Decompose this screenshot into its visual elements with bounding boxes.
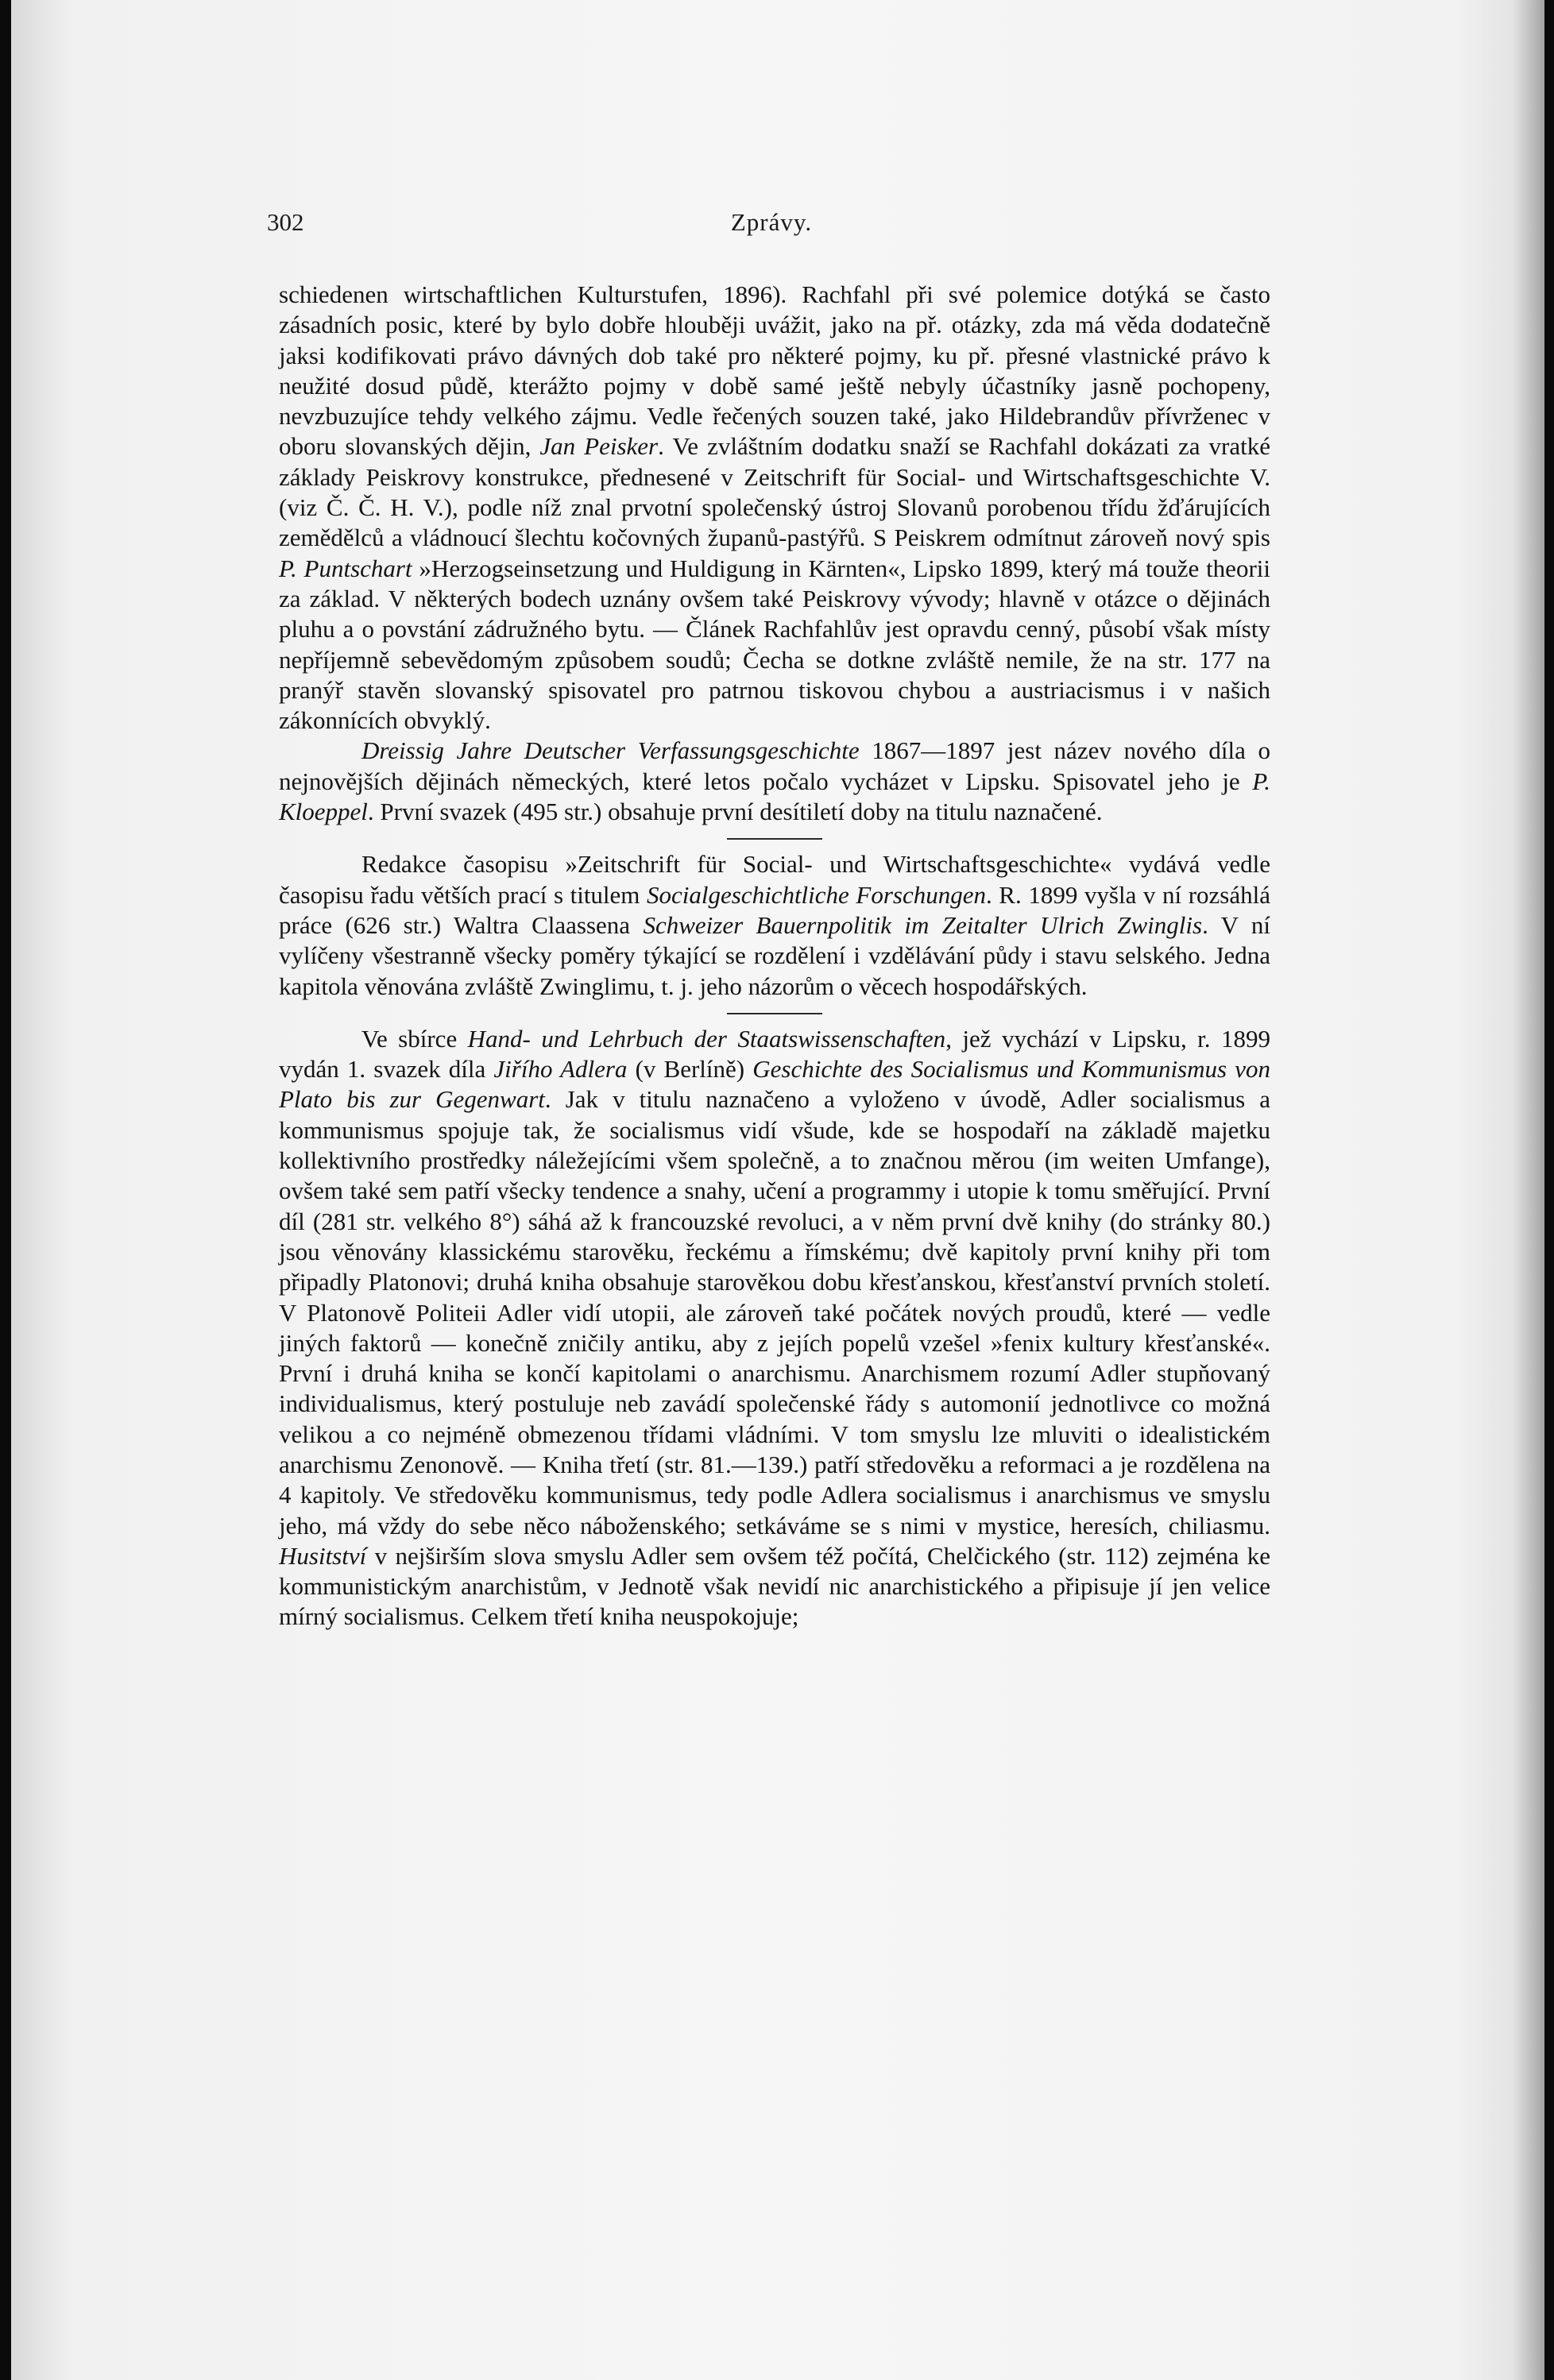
italic-title-text: Socialgeschichtliche Forschungen: [647, 880, 986, 909]
paragraph-redakce: [279, 849, 1270, 1001]
section-divider: [727, 1013, 822, 1014]
italic-title-text: P. Puntschart: [279, 554, 412, 582]
italic-title-text: Schweizer Bauernpolitik im Zeitalter Ulrich Zwinglis: [643, 910, 1203, 939]
text-run: . Jak v titulu naznačeno a vyloženo v úvodě, Adler socialismus a kommunismus spojuje tak, že socialismus vidí všude, kde se hospodaří na základě majetku kollektivního prostředky náležejícími všem společně, a to značnou měrou (im weiten Umfange), ovšem také sem patří všecky tendence a snahy, učení a programmy i utopie k tomu směřující. První díl (281 str. velkého 8°) sáhá až k francouzské revoluci, a v něm první dvě knihy (do stránky 80.) jsou věnovány klassickému starověku, řeckému a římskému; dvě kapitoly první knihy při tom připadly Platonovi; druhá kniha obsahuje starověkou dobu křesťanskou, křesťanství prvních století. V Platonově Politeii Adler vidí utopii, ale zároveň také počátek nových proudů, které — vedle jiných faktorů — konečně zničily antiku, aby z jejích popelů vzešel »fenix kultury křesťanské«. První i druhá kniha se končí kapitolami o anarchismu. Anarchismem rozumí Adler stupňovaný individualismus, který postuluje neb zavádí společenské řády s automonií jednotlivce co možná velikou a co nejméně obmezenou třídami vládními. V tom smyslu lze mluviti o idealistickém anarchismu Zenonově. — Kniha třetí (str. 81.—139.) patří středověku a reformaci a je rozdělena na 4 kapitoly. Ve středověku kommunismus, tedy podle Adlera socialismus i anarchismus ve smyslu jeho, má vždy do sebe něco náboženského; setkáváme se s nimi v mystice, heresích, chiliasmu.: [279, 1085, 1270, 1540]
article-body: [279, 280, 1270, 1632]
text-run: . R. 1899 vyšla v ní rozsáhlá práce (626 str.) Waltra Claassena: [279, 880, 1270, 939]
italic-title-text: Jiřího Adlera: [493, 1055, 628, 1084]
italic-title-text: P. Kloeppel: [279, 767, 1270, 826]
paragraph-adler: [279, 1024, 1270, 1632]
page-number: 302: [267, 208, 304, 236]
text-run: v nejširším slova smyslu Adler sem ovšem též počítá, Chelčického (str. 112) zejména ke kommunistickým anarchistům, v Jednotě však nevidí nic anarchistického a připisuje jí jen velice mírný socialismus. Celkem třetí kniha neuspokojuje;: [279, 1541, 1270, 1631]
italic-title-text: Hand- und Lehrbuch der Staatswissenschaften: [467, 1024, 946, 1053]
text-run: , jež vychází v Lipsku, r. 1899 vydán 1. svazek díla: [279, 1024, 1270, 1084]
italic-title-text: Jan Peisker: [539, 432, 659, 461]
text-run: Ve sbírce: [361, 1024, 468, 1053]
text-run: 1867—1897 jest název nového díla o nejnovějších dějinách německých, které letos počalo vycházet v Lipsku. Spisovatel jeho je: [279, 736, 1270, 795]
italic-title-text: Dreissig Jahre Deutscher Verfassungsgeschichte: [361, 736, 860, 765]
text-run: Redakce časopisu »Zeitschrift für Social- und Wirtschaftsgeschichte« vydává vedle časopisu řadu větších prací s titulem: [279, 850, 1270, 909]
page-header: [267, 208, 1276, 249]
italic-title-text: Husitství: [279, 1541, 367, 1570]
text-run: (v Berlíně): [627, 1055, 753, 1084]
paragraph-rachfahl: [279, 280, 1270, 736]
text-run: »Herzogseinsetzung und Huldigung in Kärnten«, Lipsko 1899, který má touže theorii za základ. V některých bodech uznány ovšem také Peiskrovy vývody; hlavně v otázce o dějinách pluhu a o povstání zádružného bytu. — Článek Rachfahlův jest opravdu cenný, působí však místy nepříjemně sebevědomým způsobem soudů; Čecha se dotkne zvláště nemile, že na str. 177 na pranýř stavěn slovanský spisovatel pro patrnou tiskovou chybou a austriacismus i v našich zákonnících obvyklý.: [279, 554, 1270, 735]
scan-edge-shadow: [1513, 0, 1544, 2380]
text-run: . První svazek (495 str.) obsahuje první desítiletí doby na titulu naznačené.: [367, 798, 1103, 826]
text-run: schiedenen wirtschaftlichen Kulturstufen, 1896). Rachfahl při své polemice dotýká se často zásadních posic, které by bylo dobře hlouběji uvážit, jako na př. otázky, zda má věda dodatečně jaksi kodifikovati právo dávných dob také pro některé pojmy, ku př. přesné vlastnické právo k neužité dosud půdě, kterážto pojmy v době samé ještě nebyly účastníky jasně pochopeny, nevzbuzujíce tehdy velkého zájmu. Vedle řečených souzen také, jako Hildebrandův přívrženec v oboru slovanských dějin,: [279, 280, 1270, 461]
scanned-page: [11, 0, 1544, 2380]
running-title: Zprávy.: [730, 208, 813, 236]
italic-title-text: Geschichte des Socialismus und Kommunismus von Plato bis zur Gegenwart: [279, 1055, 1270, 1114]
paragraph-dreissig-jahre: [279, 736, 1270, 827]
text-run: . Ve zvláštním dodatku snaží se Rachfahl dokázati za vratké základy Peiskrovy konstrukce, přednesené v Zeitschrift für Social- und Wirtschaftsgeschichte V. (viz Č. Č. H. V.), podle níž znal prvotní společenský ústroj Slovanů porobenou třídu žďárujících zemědělců a vládnoucí šlechtu kočovných županů-pastýřů. S Peiskrem odmítnut zároveň nový spis: [279, 432, 1270, 552]
text-run: . V ní vylíčeny všestranně všecky poměry týkající se rozdělení i vzdělávání půdy i stavu selského. Jedna kapitola věnována zvláště Zwinglimu, t. j. jeho názorům o věcech hospodářských.: [279, 910, 1270, 1000]
section-divider: [727, 838, 822, 840]
